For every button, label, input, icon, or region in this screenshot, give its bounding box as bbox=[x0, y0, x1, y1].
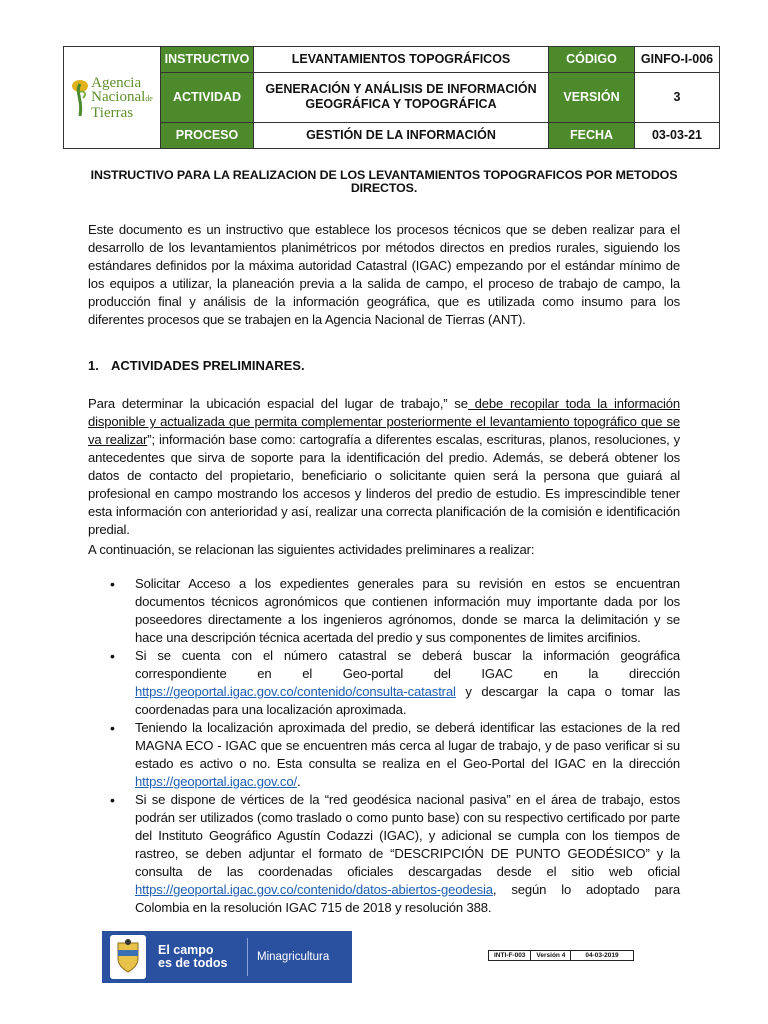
p2-underlined: debe recopilar toda la información disponible y actualizada que permita complementar posteriormente el levantamiento topográfico que se va realizar bbox=[88, 396, 680, 447]
header-version-value: 3 bbox=[635, 72, 720, 122]
header-key-fecha: FECHA bbox=[549, 123, 635, 149]
logo-line-3: Tierras bbox=[91, 104, 134, 121]
section-heading bbox=[88, 358, 305, 373]
form-code-table bbox=[488, 950, 634, 961]
agency-logo-icon bbox=[71, 78, 89, 118]
form-code: INTI-F-003 bbox=[489, 951, 531, 961]
list-item-text: . bbox=[296, 774, 301, 789]
section-title: ACTIVIDADES PRELIMINARES. bbox=[111, 358, 305, 373]
section-number: 1. bbox=[88, 358, 99, 373]
logo-de: de bbox=[145, 93, 153, 103]
header-date-value: 03-03-21 bbox=[635, 123, 720, 149]
coat-of-arms-shape bbox=[114, 939, 142, 975]
ministry-name: Minagricultura bbox=[257, 951, 330, 963]
list-item bbox=[110, 791, 680, 917]
list-item-text: Solicitar Acceso a los expedientes generales para su revisión en estos se encuentran documentos técnicos agronómicos que contienen información muy importante dada por los poseedores directamente a los ingenieros agrónomos, donde se marca la delimitación y se hace una descripción técnica acertada del predio y sus componentes de limites arcifinios. bbox=[135, 576, 680, 645]
document-header-table bbox=[63, 46, 720, 149]
header-label-actividad: ACTIVIDAD bbox=[161, 72, 254, 122]
list-item bbox=[110, 647, 680, 719]
activities-list bbox=[110, 575, 680, 917]
actividad-line-1: GENERACIÓN Y ANÁLISIS DE INFORMACIÓN bbox=[265, 82, 537, 97]
logo-line-2: Nacional bbox=[91, 88, 146, 105]
geodesia-link[interactable]: https://geoportal.igac.gov.co/contenido/datos-abiertos-geodesia bbox=[135, 882, 493, 897]
document-title bbox=[88, 169, 680, 195]
activities-intro: A continuación, se relacionan las siguientes actividades preliminares a realizar: bbox=[88, 542, 535, 557]
preliminary-paragraph bbox=[88, 395, 680, 539]
header-code-value: GINFO-I-006 bbox=[635, 47, 720, 73]
geoportal-link[interactable]: https://geoportal.igac.gov.co/ bbox=[135, 774, 297, 789]
form-version: Versión 4 bbox=[531, 951, 571, 961]
header-value-instructivo: LEVANTAMIENTOS TOPOGRÁFICOS bbox=[254, 47, 549, 73]
list-item-text: Si se dispone de vértices de la “red geodésica nacional pasiva” en el área de trabajo, estos podrán ser utilizados (como traslado o como punto base) con su respectivo certificado por parte del Instituto Geográfico Agustín Codazzi (IGAC), y adicional se cumpla con los tiempos de rastreo, se deben adjuntar el formato de “DESCRIPCIÓN DE PUNTO GEODÉSICO” y la consulta de las coordenadas oficiales descargadas desde el sitio web oficial bbox=[135, 792, 680, 879]
p2-start: Para determinar la ubicación espacial del lugar de trabajo,” se bbox=[88, 396, 468, 411]
header-value-proceso: GESTIÓN DE LA INFORMACIÓN bbox=[254, 123, 549, 149]
header-key-version: VERSIÓN bbox=[549, 72, 635, 122]
list-item bbox=[110, 575, 680, 647]
document-title-line-1: INSTRUCTIVO PARA LA REALIZACION DE LOS LEVANTAMIENTOS TOPOGRAFICOS POR METODOS bbox=[90, 168, 678, 182]
header-label-instructivo: INSTRUCTIVO bbox=[161, 47, 254, 73]
p2-end: ”; información base como: cartografía a diferentes escalas, escrituras, planos, resoluciones, y antecedentes que sirva de soporte para la identificación del predio. Además, se deberá obtener los datos de contacto del propietario, beneficiario o solicitante quien será la persona que guiará al profesional en campo mostrando los accesos y linderos del predio de estudio. Es imprescindible tener esta información con anterioridad y así, realizar una correcta planificación de la comisión e identificación predial. bbox=[88, 432, 681, 537]
actividad-line-2: GEOGRÁFICA Y TOPOGRÁFICA bbox=[305, 97, 497, 112]
banner-divider bbox=[247, 938, 248, 976]
list-item-text: Teniendo la localización aproximada del predio, se deberá identificar las estaciones de la red MAGNA ECO - IGAC que se encuentren más cerca al lugar de trabajo, y de paso verificar si su estado es activo o no. Esta consulta se realiza en el Geo-Portal del IGAC en la dirección bbox=[135, 720, 680, 771]
document-title-line-2: DIRECTOS. bbox=[350, 181, 418, 195]
header-value-actividad bbox=[254, 72, 549, 122]
catastral-link[interactable]: https://geoportal.igac.gov.co/contenido/consulta-catastral bbox=[135, 684, 456, 699]
ministry-banner bbox=[102, 931, 352, 983]
list-item-text: Si se cuenta con el número catastral se deberá buscar la información geográfica correspondiente en el Geo-portal del IGAC en la dirección bbox=[135, 648, 680, 681]
campo-slogan bbox=[158, 944, 243, 970]
coat-of-arms-icon bbox=[110, 935, 146, 979]
list-item bbox=[110, 719, 680, 791]
campo-line-2: es de todos bbox=[158, 956, 228, 970]
header-key-codigo: CÓDIGO bbox=[549, 47, 635, 73]
list-item-text: , según lo adoptado para Colombia en la resolución IGAC 715 de 2018 y resolución 388. bbox=[135, 882, 680, 915]
logo-line-1: Agencia bbox=[91, 74, 142, 91]
list-item-text: y descargar la capa o tomar las coordenadas para una localización aproximada. bbox=[135, 684, 680, 717]
form-date: 04-03-2019 bbox=[571, 951, 633, 961]
intro-paragraph: Este documento es un instructivo que establece los procesos técnicos que se deben realizar para el desarrollo de los levantamientos planimétricos por métodos directos en predios rurales, siguiendo los estándares definidos por la máxima autoridad Catastral (IGAC) empezando por el estándar mínimo de los equipos a utilizar, la planeación previa a la salida de campo, el proceso de trabajo de campo, la producción final y análisis de la información geográfica, que es utilizada como insumo para los diferentes procesos que se trabajen en la Agencia Nacional de Tierras (ANT). bbox=[88, 222, 680, 327]
agency-logo bbox=[64, 47, 161, 149]
header-label-proceso: PROCESO bbox=[161, 123, 254, 149]
campo-line-1: El campo bbox=[158, 943, 214, 957]
